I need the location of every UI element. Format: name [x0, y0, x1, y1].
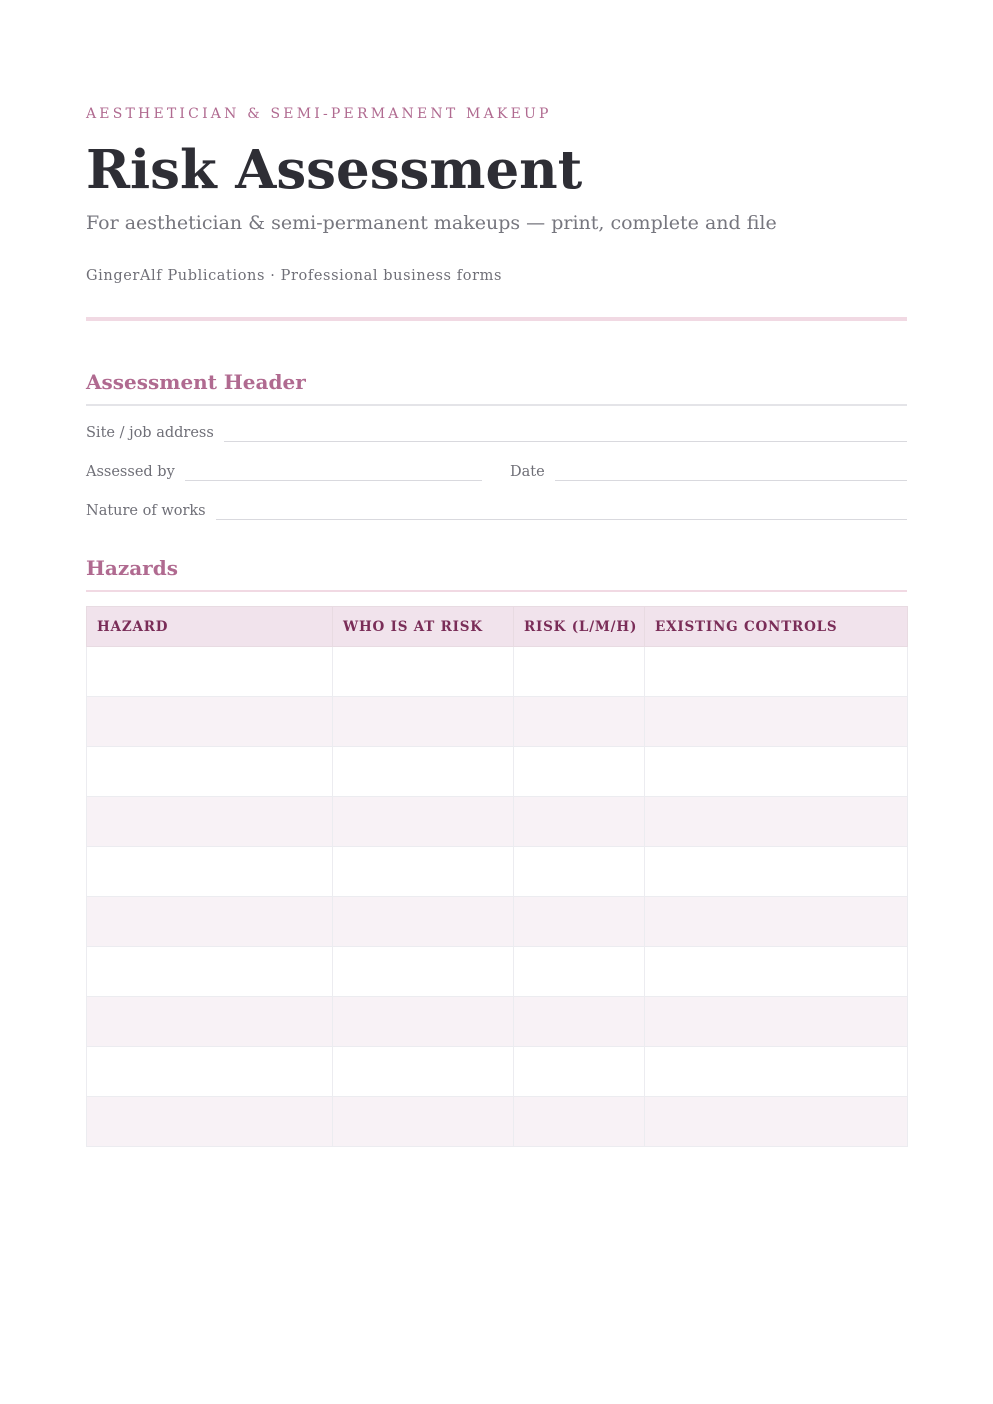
existing-controls-cell[interactable]: [645, 797, 908, 847]
hazard-cell[interactable]: [87, 897, 333, 947]
hazard-cell[interactable]: [87, 797, 333, 847]
who-at-risk-cell[interactable]: [333, 1097, 514, 1147]
table-row: [87, 797, 908, 847]
column-header-existing-controls: EXISTING CONTROLS: [645, 607, 908, 647]
risk-level-cell[interactable]: [514, 997, 645, 1047]
hazard-cell[interactable]: [87, 647, 333, 697]
existing-controls-cell[interactable]: [645, 847, 908, 897]
risk-level-cell[interactable]: [514, 897, 645, 947]
who-at-risk-cell[interactable]: [333, 897, 514, 947]
who-at-risk-cell[interactable]: [333, 797, 514, 847]
existing-controls-cell[interactable]: [645, 947, 908, 997]
hazard-cell[interactable]: [87, 747, 333, 797]
existing-controls-cell[interactable]: [645, 1047, 908, 1097]
existing-controls-cell[interactable]: [645, 1097, 908, 1147]
who-at-risk-cell[interactable]: [333, 697, 514, 747]
assessment-header-title: Assessment Header: [86, 370, 306, 394]
who-at-risk-cell[interactable]: [333, 947, 514, 997]
column-header-hazard: HAZARD: [87, 607, 333, 647]
assessed-by-label: Assessed by: [86, 464, 175, 480]
table-row: [87, 1097, 908, 1147]
assessment-header-rule: [86, 404, 907, 406]
hazard-cell[interactable]: [87, 1047, 333, 1097]
hazard-cell[interactable]: [87, 997, 333, 1047]
existing-controls-cell[interactable]: [645, 747, 908, 797]
date-input[interactable]: [555, 464, 907, 481]
column-header-risk-level: RISK (L/M/H): [514, 607, 645, 647]
header-divider: [86, 317, 907, 321]
table-row: [87, 997, 908, 1047]
table-row: [87, 847, 908, 897]
nature-of-works-input[interactable]: [216, 503, 907, 520]
publisher-line: GingerAlf Publications · Professional business forms: [86, 268, 503, 284]
date-label: Date: [510, 464, 545, 480]
page-title: Risk Assessment: [86, 139, 583, 201]
risk-level-cell[interactable]: [514, 847, 645, 897]
hazard-cell[interactable]: [87, 947, 333, 997]
who-at-risk-cell[interactable]: [333, 747, 514, 797]
table-row: [87, 747, 908, 797]
form-category-label: AESTHETICIAN & SEMI-PERMANENT MAKEUP: [86, 106, 552, 122]
hazard-cell[interactable]: [87, 1097, 333, 1147]
site-address-field: [86, 424, 907, 442]
nature-of-works-field: [86, 502, 907, 520]
table-row: [87, 1047, 908, 1097]
risk-level-cell[interactable]: [514, 797, 645, 847]
existing-controls-cell[interactable]: [645, 897, 908, 947]
risk-level-cell[interactable]: [514, 947, 645, 997]
assessed-by-field: [86, 463, 482, 481]
hazard-cell[interactable]: [87, 697, 333, 747]
risk-level-cell[interactable]: [514, 747, 645, 797]
table-row: [87, 947, 908, 997]
risk-level-cell[interactable]: [514, 1047, 645, 1097]
site-address-input[interactable]: [224, 425, 907, 442]
who-at-risk-cell[interactable]: [333, 1047, 514, 1097]
page-subtitle: For aesthetician & semi-permanent makeups — print, complete and file: [86, 212, 777, 234]
hazards-table: [86, 606, 908, 1147]
risk-level-cell[interactable]: [514, 1097, 645, 1147]
hazards-rule: [86, 590, 907, 592]
who-at-risk-cell[interactable]: [333, 847, 514, 897]
who-at-risk-cell[interactable]: [333, 647, 514, 697]
hazards-title: Hazards: [86, 556, 178, 580]
existing-controls-cell[interactable]: [645, 697, 908, 747]
site-address-label: Site / job address: [86, 425, 214, 441]
column-header-who-is-at-risk: WHO IS AT RISK: [333, 607, 514, 647]
hazard-cell[interactable]: [87, 847, 333, 897]
table-row: [87, 697, 908, 747]
existing-controls-cell[interactable]: [645, 647, 908, 697]
table-row: [87, 647, 908, 697]
date-field: [510, 463, 907, 481]
who-at-risk-cell[interactable]: [333, 997, 514, 1047]
risk-level-cell[interactable]: [514, 647, 645, 697]
table-row: [87, 897, 908, 947]
table-header-row: [87, 607, 908, 647]
existing-controls-cell[interactable]: [645, 997, 908, 1047]
assessed-by-input[interactable]: [185, 464, 482, 481]
nature-of-works-label: Nature of works: [86, 503, 206, 519]
risk-level-cell[interactable]: [514, 697, 645, 747]
